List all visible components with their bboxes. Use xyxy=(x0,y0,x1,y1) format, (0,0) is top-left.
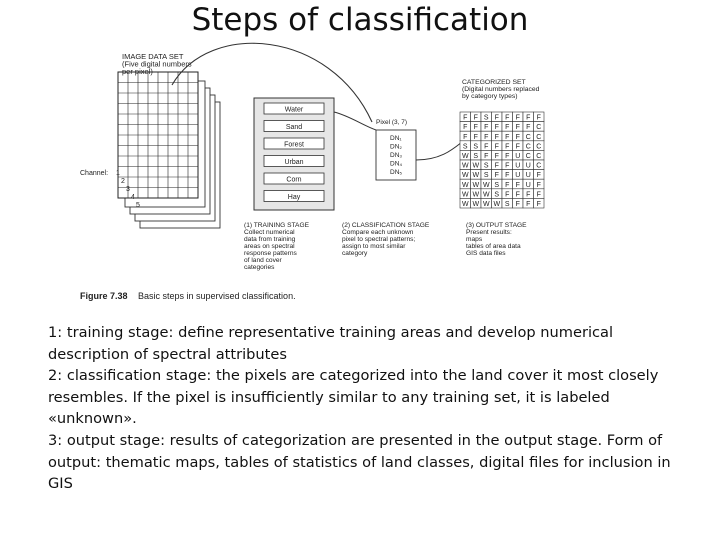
channel-number: 5 xyxy=(136,202,140,209)
category-letter: F xyxy=(484,153,489,160)
category-letter: F xyxy=(494,124,499,132)
category-letter: S xyxy=(483,114,489,122)
training-stage-line: response patterns xyxy=(244,250,297,257)
category-letter: S xyxy=(462,143,468,151)
category-letter: U xyxy=(515,162,521,170)
category-letter: F xyxy=(505,143,510,151)
category-letter: F xyxy=(515,124,520,132)
dn-label: DN₃ xyxy=(390,152,403,159)
pixel-to-output-arrow xyxy=(416,142,462,160)
category-letter: F xyxy=(505,191,510,199)
category-letter: F xyxy=(473,124,478,132)
category-letter: W xyxy=(461,153,469,160)
category-letter: F xyxy=(515,143,520,151)
category-letter: U xyxy=(525,181,531,189)
classification-stage-line: pixel to spectral patterns; xyxy=(342,236,416,243)
image-data-set-line: (Five digital numbers xyxy=(122,59,192,69)
category-letter: W xyxy=(472,191,480,199)
category-letter: F xyxy=(505,153,510,160)
output-stage-line: tables of area data xyxy=(466,243,521,250)
category-letter: F xyxy=(505,124,510,132)
output-stage-line: maps xyxy=(466,236,483,243)
category-letter: U xyxy=(525,172,531,180)
category-letter: C xyxy=(536,133,542,141)
category-letter: W xyxy=(482,181,490,189)
category-letter: F xyxy=(526,124,531,132)
category-letter: C xyxy=(525,143,531,151)
category-letter: F xyxy=(536,114,541,122)
category-letter: F xyxy=(526,201,531,208)
category-letter: W xyxy=(472,181,480,189)
classification-stage-line: category xyxy=(342,250,368,257)
category-letter: F xyxy=(463,114,468,122)
training-stage-line: categories xyxy=(244,264,275,271)
category-letter: F xyxy=(536,191,541,199)
dn-list xyxy=(390,135,402,176)
slide-title: Steps of classification xyxy=(191,2,529,38)
training-stage-line: (1) TRAINING STAGE xyxy=(244,222,309,229)
category-letter: W xyxy=(461,181,469,189)
category-letter: F xyxy=(515,114,520,122)
category-letter: C xyxy=(536,153,542,160)
training-class-label: Water xyxy=(284,106,304,114)
figure-number: Figure 7.38 xyxy=(80,291,128,301)
dn-label: DN₄ xyxy=(390,160,403,168)
training-stage-line: Collect numerical xyxy=(244,229,295,236)
category-letter: W xyxy=(472,162,480,170)
category-letter: S xyxy=(494,191,500,199)
category-letter: U xyxy=(525,162,531,170)
dn-label: DN₁ xyxy=(390,135,402,142)
category-letter: S xyxy=(473,153,479,160)
category-letter: W xyxy=(472,172,480,180)
category-letter: W xyxy=(461,172,469,180)
dn-label: DN₂ xyxy=(390,143,402,151)
caption-paragraph-1: 1: training stage: define representative training areas and develop numerical description of spectral attributes xyxy=(48,324,614,363)
category-letter: W xyxy=(472,201,480,208)
category-letter: W xyxy=(461,201,469,208)
classification-stage-line: Compare each unknown xyxy=(342,229,414,236)
channel-number: 1 xyxy=(116,170,120,177)
category-letter: F xyxy=(505,181,510,189)
training-stage-text xyxy=(244,222,310,271)
category-letter: C xyxy=(525,153,531,160)
category-letter: F xyxy=(494,143,499,151)
classification-stage-line: (2) CLASSIFICATION STAGE xyxy=(342,222,430,229)
category-letter: C xyxy=(536,124,542,132)
category-letter: F xyxy=(484,133,489,141)
category-letter: F xyxy=(473,133,478,141)
category-letter: W xyxy=(482,191,490,199)
training-to-pixel-arrow xyxy=(334,112,376,130)
channel-label: Channel: xyxy=(80,170,109,177)
image-data-set-line: per pixel) xyxy=(122,67,153,76)
output-stage-line: (3) OUTPUT STAGE xyxy=(466,222,527,229)
category-letter: W xyxy=(461,191,469,199)
channel-number: 4 xyxy=(131,194,135,201)
category-letter: U xyxy=(515,172,521,180)
category-letter: F xyxy=(463,124,468,132)
category-letter: F xyxy=(484,143,489,151)
category-letter: F xyxy=(473,114,478,122)
classification-stage-text xyxy=(342,222,430,257)
category-letter: S xyxy=(494,181,500,189)
category-letter: F xyxy=(515,181,520,189)
classification-stage-line: assign to most similar xyxy=(342,243,406,250)
category-letter: C xyxy=(525,133,531,141)
output-stage-line: Present results: xyxy=(466,229,512,236)
category-letter: S xyxy=(473,143,479,151)
category-letter: W xyxy=(461,162,469,170)
category-letter: F xyxy=(494,172,499,180)
category-letter: F xyxy=(536,181,541,189)
categorized-set-label xyxy=(462,79,540,100)
category-letter: W xyxy=(482,201,490,208)
category-letter: F xyxy=(505,162,510,170)
training-stage-line: areas on spectral xyxy=(244,243,295,250)
training-class-label: Hay xyxy=(287,194,301,201)
category-letter: F xyxy=(515,133,520,141)
category-letter: S xyxy=(483,172,489,180)
category-letter: F xyxy=(494,162,499,170)
channel-number: 2 xyxy=(121,178,125,185)
category-letter: F xyxy=(505,172,510,180)
caption-paragraph-3: 3: output stage: results of categorization are presented in the output stage. Form of output: thematic maps, tables of statistics of land classes, digital files for inclusion in GIS xyxy=(48,431,671,493)
category-letter: F xyxy=(536,172,541,180)
training-stage-line: of land cover xyxy=(244,257,282,264)
category-letter: C xyxy=(536,143,542,151)
categorized-set-line: (Digital numbers replaced xyxy=(462,86,540,93)
image-data-grid xyxy=(118,72,198,198)
training-stage-line: data from training xyxy=(244,236,296,243)
category-letter: F xyxy=(505,114,510,122)
output-stage-text xyxy=(466,222,527,257)
training-class-label: Sand xyxy=(285,124,303,131)
category-letter: F xyxy=(536,201,541,208)
pixel-label: Pixel (3, 7) xyxy=(376,119,408,126)
training-class-label: Urban xyxy=(284,159,304,166)
category-letter: F xyxy=(515,191,520,199)
category-letter: F xyxy=(515,201,520,208)
output-stage-line: GIS data files xyxy=(466,250,506,257)
category-letter: F xyxy=(494,153,499,160)
category-letter: S xyxy=(504,201,510,208)
training-class-label: Forest xyxy=(284,141,304,149)
caption-paragraph-2: 2: classification stage: the pixels are categorized into the land cover it most closely resembles. If the pixel is insufficiently similar to any training set, it is labeled «unknown». xyxy=(48,367,659,428)
category-letter: U xyxy=(515,153,521,160)
category-letter: F xyxy=(526,114,531,122)
category-letter: F xyxy=(526,191,531,199)
explanation-text xyxy=(48,322,678,495)
category-letter: C xyxy=(536,162,542,170)
category-letter: F xyxy=(505,133,510,141)
figure-caption: Basic steps in supervised classification. xyxy=(138,291,296,301)
dn-label: DN₅ xyxy=(390,169,403,176)
categorized-grid xyxy=(460,112,544,208)
categorized-set-line: by category types) xyxy=(462,93,518,100)
category-letter: F xyxy=(484,124,489,132)
category-letter: F xyxy=(463,133,468,141)
categorized-set-line: CATEGORIZED SET xyxy=(462,79,526,86)
category-letter: F xyxy=(494,114,499,122)
channel-number: 3 xyxy=(126,186,130,193)
image-data-set-line: IMAGE DATA SET xyxy=(122,52,184,61)
training-class-label: Corn xyxy=(286,176,302,184)
category-letter: F xyxy=(494,133,499,141)
category-letter: W xyxy=(493,201,501,208)
category-letter: S xyxy=(483,162,489,170)
